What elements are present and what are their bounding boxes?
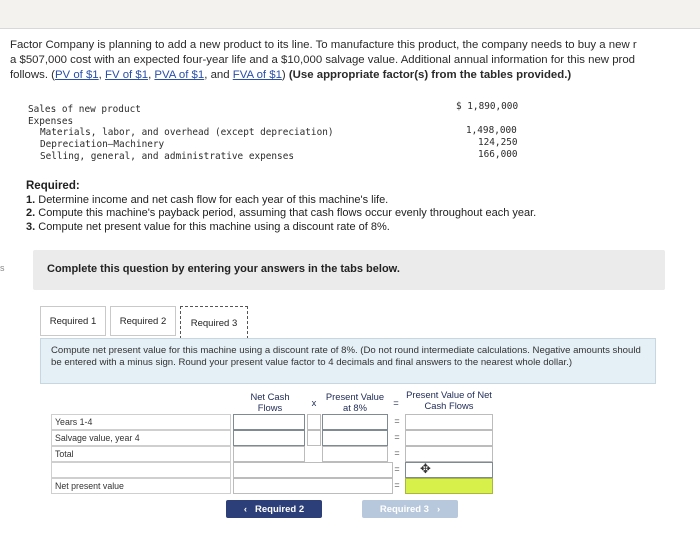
factor-note: (Use appropriate factor(s) from the tables provided.) <box>288 69 572 81</box>
row-label-blank <box>51 462 231 478</box>
net-cash-flow-years-1-4-input[interactable] <box>233 414 305 430</box>
pv-factor-salvage-input[interactable] <box>322 430 388 446</box>
row-label-salvage: Salvage value, year 4 <box>51 430 231 446</box>
row-label-years-1-4: Years 1-4 <box>51 414 231 430</box>
sales-label: Sales of new product <box>28 104 141 115</box>
total-pv-input[interactable] <box>405 446 493 462</box>
expense-label-selling: Selling, general, and administrative expenses <box>40 151 294 162</box>
complete-prompt: Complete this question by entering your answers in the tabs below. <box>47 263 400 275</box>
net-present-value-input[interactable] <box>405 478 493 494</box>
equals-sign: = <box>394 432 400 442</box>
complete-prompt-box <box>33 250 665 290</box>
npv-blank-cell <box>233 478 393 494</box>
expense-value-selling: 166,000 <box>478 149 518 160</box>
times-cell <box>307 430 321 446</box>
header-net-cash-flows: Net Cash Flows <box>250 391 290 413</box>
margin-mark: s <box>0 263 5 273</box>
net-cash-flow-salvage-input[interactable] <box>233 430 305 446</box>
problem-line-1: Factor Company is planning to add a new product to its line. To manufacture this product, the company needs to buy a new r <box>10 39 637 51</box>
required-heading: Required: <box>26 180 80 192</box>
expense-label-materials: Materials, labor, and overhead (except depreciation) <box>40 127 334 138</box>
tab-required-2[interactable]: Required 2 <box>110 306 176 336</box>
total-pv-factor-cell <box>322 446 388 462</box>
problem-line-2: a $507,000 cost with an expected four-year life and a $10,000 salvage value. Additional annual information for this new prod <box>10 54 635 66</box>
instruction-text: Compute net present value for this machine using a discount rate of 8%. (Do not round intermediate calculations. Negative amounts should be entered with a minus sign. Round your present value factor to 4 decimals and final answers to the nearest whole dollar.) <box>51 345 641 368</box>
required-item-3: 3. Compute net present value for this machine using a discount rate of 8%. <box>26 220 390 233</box>
instruction-panel <box>40 338 656 384</box>
chevron-right-icon: › <box>436 503 441 515</box>
row-label-total: Total <box>51 446 231 462</box>
expenses-label: Expenses <box>28 116 74 127</box>
required-item-1: 1. Determine income and net cash flow for each year of this machine's life. <box>26 193 389 206</box>
pv-factor-years-1-4-input[interactable] <box>322 414 388 430</box>
expense-value-materials: 1,498,000 <box>466 125 517 136</box>
required-section <box>26 180 536 234</box>
blank-pv-input[interactable] <box>405 462 493 478</box>
blank-row-cell <box>233 462 393 478</box>
link-pva-of-1[interactable]: PVA of $1 <box>154 69 205 81</box>
equals-sign: = <box>394 448 400 458</box>
equals-sign: = <box>394 416 400 426</box>
header-pv-factor: Present Value at 8% <box>325 391 385 413</box>
link-fva-of-1[interactable]: FVA of $1 <box>232 69 282 81</box>
problem-statement <box>10 38 700 83</box>
sales-value: $ 1,890,000 <box>456 101 519 112</box>
header-pv-net-cash: Present Value of Net Cash Flows <box>406 389 492 411</box>
equals-sign: = <box>394 480 400 490</box>
equals-sign: = <box>394 464 400 474</box>
row-label-npv: Net present value <box>51 478 231 494</box>
times-cell <box>307 414 321 430</box>
pv-salvage-input[interactable] <box>405 430 493 446</box>
total-net-cash-cell <box>233 446 305 462</box>
problem-line-3: follows. (PV of $1, FV of $1, PVA of $1, and FVA of $1) (Use appropriate factor(s) from the tables provided.) <box>10 69 572 81</box>
tab-required-3[interactable]: Required 3 <box>180 306 248 339</box>
prev-required-button[interactable]: ‹ Required 2 <box>226 500 322 518</box>
header-equals: = <box>393 397 399 408</box>
pv-years-1-4-input[interactable] <box>405 414 493 430</box>
link-fv-of-1[interactable]: FV of $1 <box>105 69 149 81</box>
tab-required-1[interactable]: Required 1 <box>40 306 106 336</box>
chevron-left-icon: ‹ <box>243 503 248 515</box>
move-cursor-icon: ✥ <box>420 461 431 476</box>
expense-value-depreciation: 124,250 <box>478 137 518 148</box>
expense-label-depreciation: Depreciation—Machinery <box>40 139 165 150</box>
link-pv-of-1[interactable]: PV of $1 <box>54 69 99 81</box>
header-times: x <box>311 397 317 408</box>
next-required-button[interactable]: Required 3 › <box>362 500 458 518</box>
required-item-2: 2. Compute this machine's payback period, assuming that cash flows occur evenly throughout each year. <box>26 207 537 219</box>
